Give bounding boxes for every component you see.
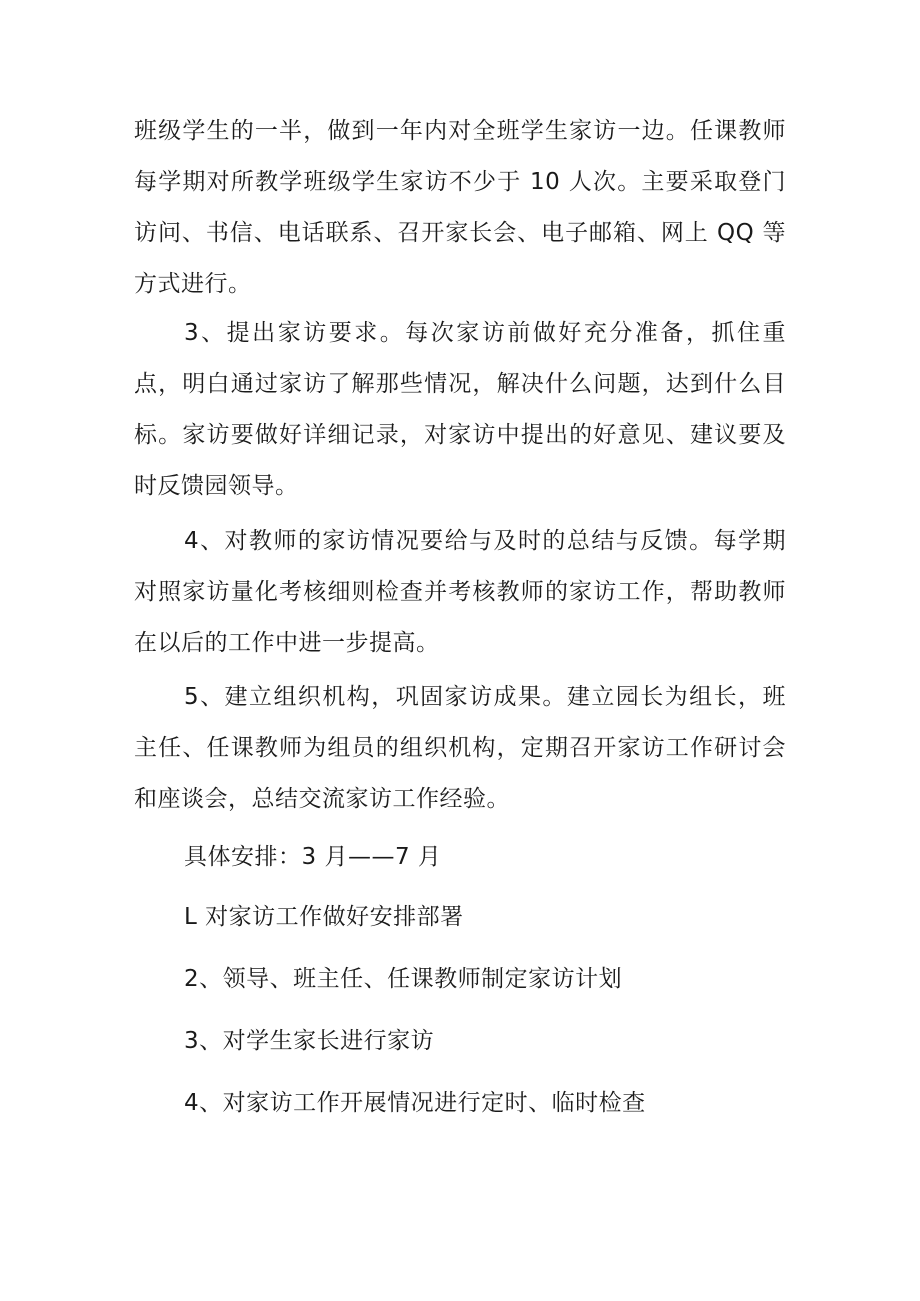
paragraph-text: 5、建立组织机构，巩固家访成果。建立园长为组长，班主任、任课教师为组员的组织机构，定期召开家访工作研讨会和座谈会，总结交流家访工作经验。	[134, 684, 786, 812]
schedule-item: 2、领导、班主任、任课教师制定家访计划	[184, 966, 623, 992]
schedule-title: 具体安排：3 月——7 月	[184, 844, 442, 870]
paragraph-text: 4、对教师的家访情况要给与及时的总结与反馈。每学期对照家访量化考核细则检查并考核教师的家访工作，帮助教师在以后的工作中进一步提高。	[134, 528, 786, 656]
schedule-item: 4、对家访工作开展情况进行定时、临时检查	[184, 1090, 646, 1116]
paragraph-summary-feedback	[134, 516, 786, 669]
paragraph-text: 3、提出家访要求。每次家访前做好充分准备，抓住重点，明白通过家访了解那些情况，解决什么问题，达到什么目标。家访要做好详细记录，对家访中提出的好意见、建议要及时反馈园领导。	[134, 320, 786, 499]
paragraph-home-visit-methods: 班级学生的一半，做到一年内对全班学生家访一边。任课教师每学期对所教学班级学生家访不少于 10 人次。主要采取登门访问、书信、电话联系、召开家长会、电子邮箱、网上 QQ 等方式进行。	[134, 118, 786, 297]
paragraph-visit-requirements	[134, 308, 786, 512]
schedule-item: L 对家访工作做好安排部署	[184, 904, 464, 930]
paragraph-organization	[134, 672, 786, 825]
schedule-item: 3、对学生家长进行家访	[184, 1028, 435, 1054]
